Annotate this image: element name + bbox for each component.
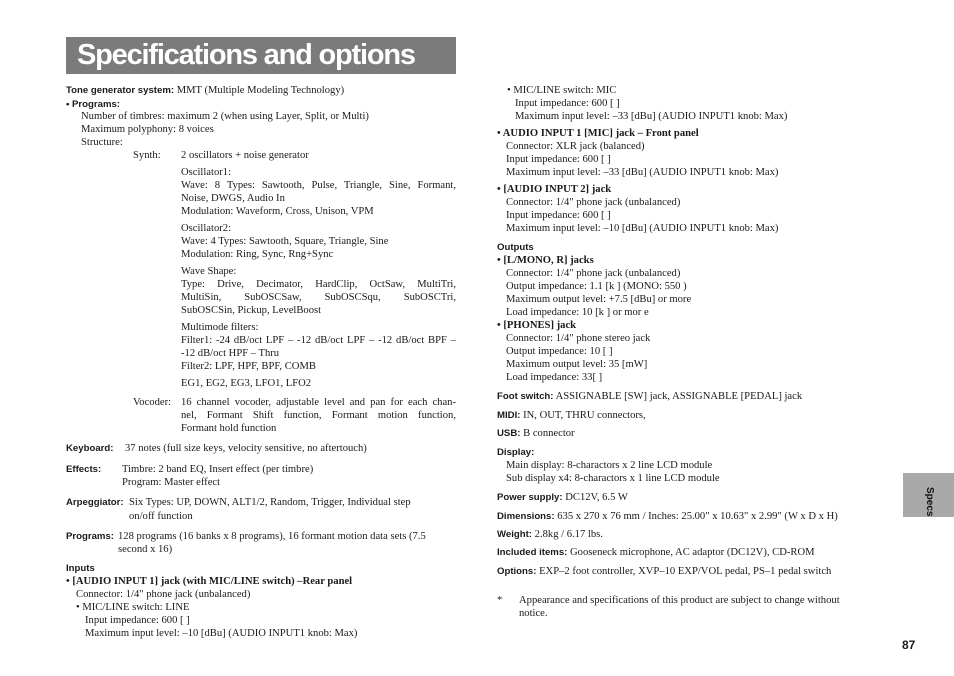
audio-input2-max-level: Maximum input level: –10 [dBu] (AUDIO INPUT1 knob: Max) xyxy=(506,223,779,234)
weight-line xyxy=(497,528,603,541)
audio-input2-heading: • [AUDIO INPUT 2] jack xyxy=(497,184,612,195)
oscillator2-modulation: Modulation: Ring, Sync, Rng+Sync xyxy=(181,249,334,260)
vocoder-line1: 16 channel vocoder, adjustable level and pan for each chan- xyxy=(181,397,456,408)
power-value: DC12V, 6.5 W xyxy=(562,492,628,503)
lmono-r-connector: Connector: 1/4" phone jack (unbalanced) xyxy=(506,268,681,279)
synth-label: Synth: xyxy=(133,150,161,161)
multimode-line1: Filter1: -24 dB/oct LPF – -12 dB/oct LPF – -12 dB/oct BPF – xyxy=(181,335,456,346)
eg-lfo-line: EG1, EG2, EG3, LFO1, LFO2 xyxy=(181,378,312,389)
arpeggiator-line1: Six Types: UP, DOWN, ALT1/2, Random, Trigger, Individual step xyxy=(129,497,411,508)
section-tab-label: Specs xyxy=(924,487,935,517)
midi-value: IN, OUT, THRU connectors, xyxy=(520,410,646,421)
outputs-heading: Outputs xyxy=(497,242,534,253)
foot-switch-line xyxy=(497,390,802,403)
programs-line2: second x 16) xyxy=(118,544,173,555)
front-connector: Connector: XLR jack (balanced) xyxy=(506,141,645,152)
line-input-impedance: Input impedance: 600 [ ] xyxy=(85,615,190,626)
keyboard-label: Keyboard: xyxy=(66,443,114,454)
programs-line1: 128 programs (16 banks x 8 programs), 16 formant motion data sets (7.5 xyxy=(118,531,426,542)
midi-line xyxy=(497,409,646,422)
keyboard-value: 37 notes (full size keys, velocity sensitive, no aftertouch) xyxy=(125,443,367,454)
structure-label: Structure: xyxy=(81,137,123,148)
programs-heading: • Programs: xyxy=(66,99,121,110)
power-line xyxy=(497,491,628,504)
inputs-heading: Inputs xyxy=(66,563,95,574)
multimode-title: Multimode filters: xyxy=(181,322,259,333)
lmono-r-max-level: Maximum output level: +7.5 [dBu] or more xyxy=(506,294,692,305)
note-asterisk: * xyxy=(497,595,503,606)
arpeggiator-line2: on/off function xyxy=(129,511,193,522)
included-items-label: Included items: xyxy=(497,547,568,558)
phones-impedance: Output impedance: 10 [ ] xyxy=(506,346,613,357)
power-label: Power supply: xyxy=(497,492,563,503)
oscillator1-title: Oscillator1: xyxy=(181,167,232,178)
note-line1: Appearance and specifications of this product are subject to change without xyxy=(519,595,840,606)
options-line xyxy=(497,565,831,578)
effects-line2: Program: Master effect xyxy=(122,477,221,488)
front-panel-heading: • AUDIO INPUT 1 [MIC] jack – Front panel xyxy=(497,128,699,139)
oscillator1-wave: Wave: 8 Types: Sawtooth, Pulse, Triangle, Sine, Formant, xyxy=(181,180,456,191)
title-bar xyxy=(66,37,456,74)
options-label: Options: xyxy=(497,566,537,577)
line-input-max-level: Maximum input level: –10 [dBu] (AUDIO INPUT1 knob: Max) xyxy=(85,628,358,639)
vocoder-line3: Formant hold function xyxy=(181,423,277,434)
options-value: EXP–2 foot controller, XVP–10 EXP/VOL pedal, PS–1 pedal switch xyxy=(536,566,832,577)
polyphony-line: Maximum polyphony: 8 voices xyxy=(81,124,214,135)
lmono-r-heading: • [L/MONO, R] jacks xyxy=(497,255,594,266)
vocoder-line2: nel, Formant Shift function, Formant motion function, xyxy=(181,410,456,421)
foot-switch-label: Foot switch: xyxy=(497,391,554,402)
oscillator1-modulation: Modulation: Waveform, Cross, Unison, VPM xyxy=(181,206,374,217)
weight-label: Weight: xyxy=(497,529,532,540)
usb-label: USB: xyxy=(497,428,521,439)
usb-line xyxy=(497,427,575,440)
programs-label: Programs: xyxy=(66,531,114,542)
section-tab xyxy=(903,473,954,517)
foot-switch-value: ASSIGNABLE [SW] jack, ASSIGNABLE [PEDAL] jack xyxy=(553,391,803,402)
usb-value: B connector xyxy=(520,428,575,439)
phones-connector: Connector: 1/4" phone stereo jack xyxy=(506,333,651,344)
wave-shape-line2: MultiSin, SubOSCSaw, SubOSCSqu, SubOSCTri, xyxy=(181,292,456,303)
phones-load: Load impedance: 33[ ] xyxy=(506,372,603,383)
dimensions-line xyxy=(497,510,838,523)
oscillator2-title: Oscillator2: xyxy=(181,223,232,234)
mic-input-impedance: Input impedance: 600 [ ] xyxy=(515,98,620,109)
note-line2: notice. xyxy=(519,608,548,619)
timbres-line: Number of timbres: maximum 2 (when using Layer, Split, or Multi) xyxy=(81,111,369,122)
audio-input2-connector: Connector: 1/4" phone jack (unbalanced) xyxy=(506,197,681,208)
page-number: 87 xyxy=(902,638,916,652)
mic-input-max-level: Maximum input level: –33 [dBu] (AUDIO INPUT1 knob: Max) xyxy=(515,111,788,122)
display-main: Main display: 8-charactors x 2 line LCD module xyxy=(506,460,713,471)
dimensions-value: 635 x 270 x 76 mm / Inches: 25.00" x 10.63" x 2.99" (W x D x H) xyxy=(554,511,838,522)
audio-input1-connector: Connector: 1/4" phone jack (unbalanced) xyxy=(76,589,251,600)
included-items-line xyxy=(497,546,815,559)
wave-shape-line1: Type: Drive, Decimator, HardClip, OctSaw, MultiTri, xyxy=(181,279,456,290)
oscillator2-wave: Wave: 4 Types: Sawtooth, Square, Triangle, Sine xyxy=(181,236,389,247)
display-label: Display: xyxy=(497,447,535,458)
line-switch-label: • MIC/LINE switch: LINE xyxy=(76,602,190,613)
vocoder-label: Vocoder: xyxy=(133,397,172,408)
oscillator1-wave-cont: Noise, DWGS, Audio In xyxy=(181,193,285,204)
effects-label: Effects: xyxy=(66,464,102,475)
synth-value: 2 oscillators + noise generator xyxy=(181,150,309,161)
audio-input2-impedance: Input impedance: 600 [ ] xyxy=(506,210,611,221)
effects-line1: Timbre: 2 band EQ, Insert effect (per timbre) xyxy=(122,464,314,475)
phones-max-level: Maximum output level: 35 [mW] xyxy=(506,359,648,370)
phones-heading: • [PHONES] jack xyxy=(497,320,577,331)
display-sub: Sub display x4: 8-charactors x 1 line LCD module xyxy=(506,473,720,484)
midi-label: MIDI: xyxy=(497,410,521,421)
page-title: Specifications and options xyxy=(77,39,415,71)
front-input-impedance: Input impedance: 600 [ ] xyxy=(506,154,611,165)
tone-generator-label: Tone generator system: xyxy=(66,85,175,96)
multimode-line2: -12 dB/oct HPF – Thru xyxy=(181,348,280,359)
included-items-value: Gooseneck microphone, AC adaptor (DC12V), CD-ROM xyxy=(567,547,815,558)
tone-generator-value: MMT (Multiple Modeling Technology) xyxy=(174,85,345,96)
arpeggiator-label: Arpeggiator: xyxy=(66,497,124,508)
front-input-max-level: Maximum input level: –33 [dBu] (AUDIO INPUT1 knob: Max) xyxy=(506,167,779,178)
lmono-r-impedance: Output impedance: 1.1 [k ] (MONO: 550 ) xyxy=(506,281,687,292)
wave-shape-line3: SubOSCSin, Pickup, LevelBoost xyxy=(181,305,322,316)
tone-generator-line xyxy=(66,84,344,97)
multimode-line3: Filter2: LPF, HPF, BPF, COMB xyxy=(181,361,316,372)
audio-input1-heading: • [AUDIO INPUT 1] jack (with MIC/LINE switch) –Rear panel xyxy=(66,576,353,587)
mic-switch-label: • MIC/LINE switch: MIC xyxy=(507,85,617,96)
wave-shape-title: Wave Shape: xyxy=(181,266,237,277)
weight-value: 2.8kg / 6.17 lbs. xyxy=(532,529,603,540)
dimensions-label: Dimensions: xyxy=(497,511,555,522)
lmono-r-load: Load impedance: 10 [k ] or mor e xyxy=(506,307,649,318)
